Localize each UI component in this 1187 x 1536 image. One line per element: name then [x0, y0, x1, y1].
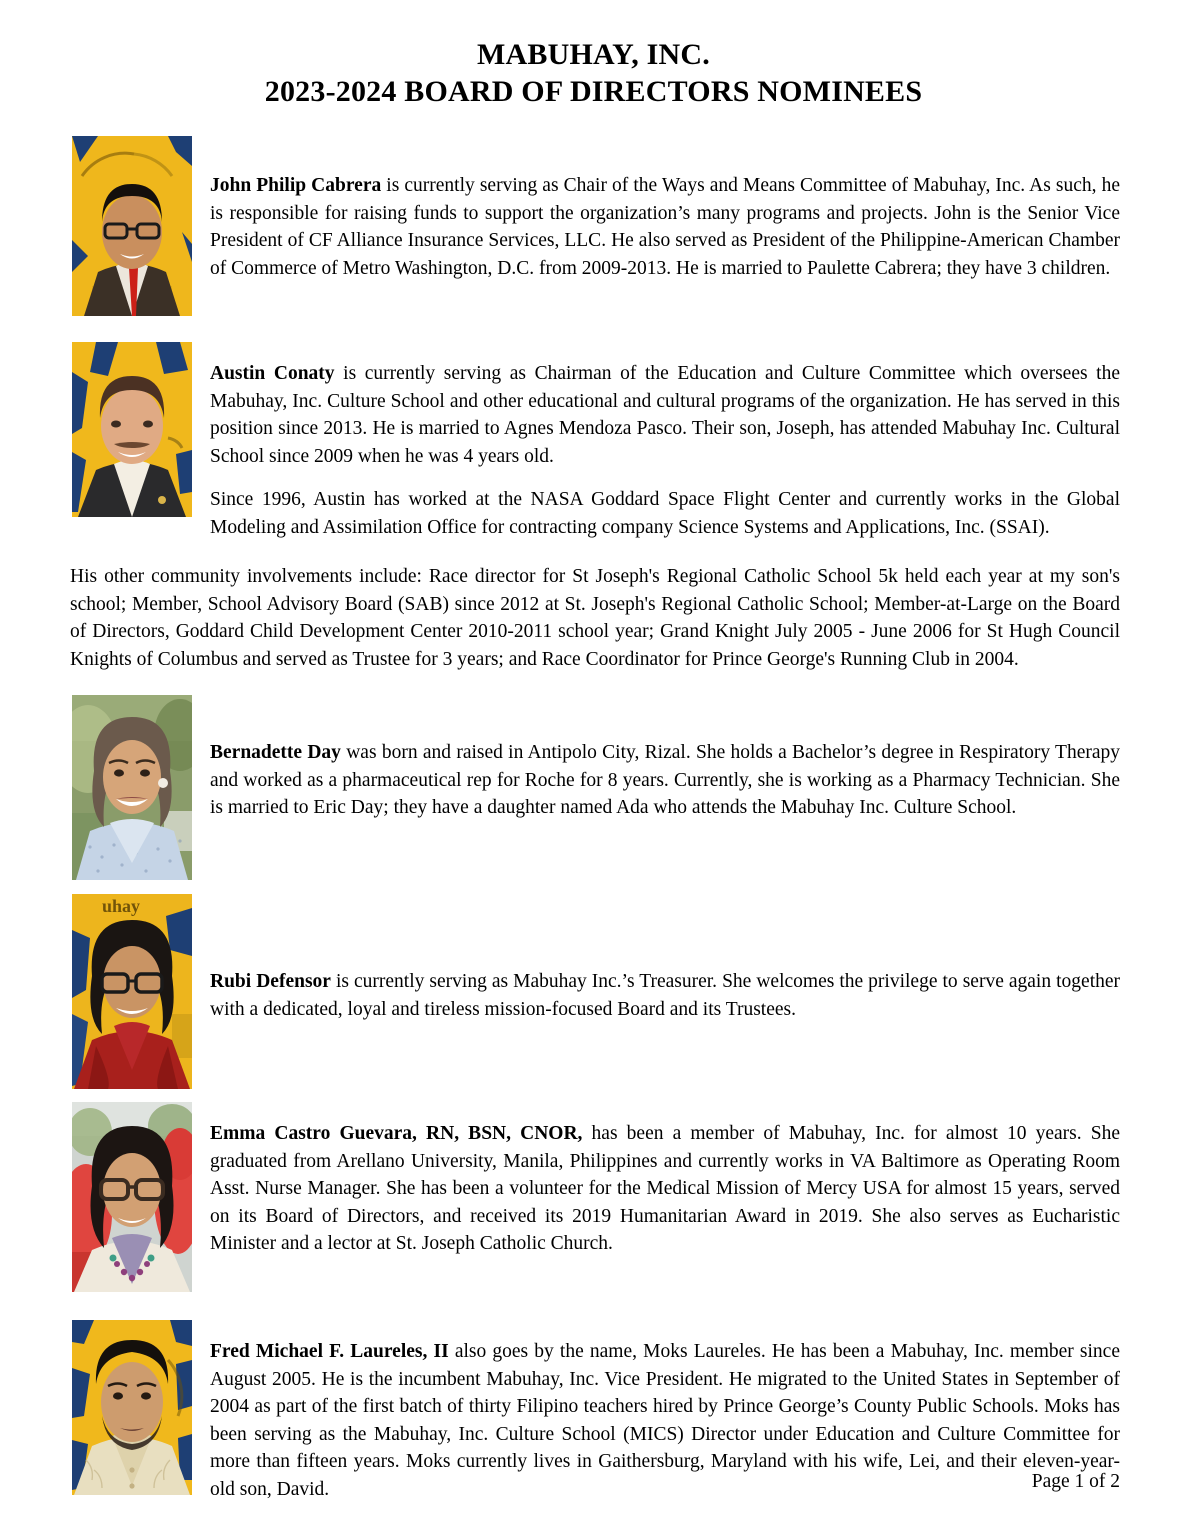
nominee-entry-fred-michael-laureles: [70, 1320, 1120, 1503]
svg-text:uhay: uhay: [102, 896, 141, 916]
page-footer: Page 1 of 2: [1031, 1471, 1120, 1492]
bio-paragraph: [210, 1120, 1120, 1258]
bio-text-bernadette-day: [210, 695, 1120, 822]
portrait-rubi-defensor: [72, 894, 192, 1089]
austin-community-involvement: [70, 563, 1120, 673]
bio-paragraph: [210, 739, 1120, 822]
section-spacer: [70, 1298, 1120, 1320]
portrait-fred-michael-laureles: [72, 1320, 192, 1495]
nominee-entry-austin-conaty: [70, 342, 1120, 541]
title-line-1: MABUHAY, INC.: [477, 38, 710, 71]
portrait-austin-conaty: [72, 342, 192, 517]
nominee-entry-rubi-defensor: [70, 894, 1120, 1094]
bio-text-austin-conaty: [210, 342, 1120, 541]
nominee-name: Rubi Defensor: [210, 971, 331, 992]
section-spacer: [70, 885, 1120, 894]
section-spacer: [70, 541, 1120, 563]
title-line-2: 2023-2024 BOARD OF DIRECTORS NOMINEES: [264, 75, 923, 108]
portrait-emma-castro-guevara: [72, 1102, 192, 1292]
bio-text-john-philip-cabrera: [210, 126, 1120, 282]
nominee-entry-bernadette-day: [70, 695, 1120, 885]
page-title: [0, 0, 1187, 110]
bio-paragraph-secondary: Since 1996, Austin has worked at the NASA Goddard Space Flight Center and currently works in the Global Modeling and Assimilation Office for contracting company Science Systems and Applications, Inc. (SSAI).: [210, 489, 1120, 538]
bio-paragraph: [210, 968, 1120, 1023]
nominee-name: Austin Conaty: [210, 363, 335, 384]
nominee-bio-body: also goes by the name, Moks Laureles. He has been a Mabuhay, Inc. member since August 2005. He is the incumbent Mabuhay, Inc. Vice President. He migrated to the United States in September of 2004 as part of the first batch of thirty Filipino teachers hired by Prince George’s County Public Schools. Moks has been serving as the Mabuhay, Inc. Culture School (MICS) Director under Education and Culture Committee for more than fifteen years. Moks currently lives in Gaithersburg, Maryland with his wife, Lei, and their eleven-year-old son, David.: [210, 1341, 1120, 1500]
bio-text-rubi-defensor: [210, 894, 1120, 1023]
nominee-bio-body: was born and raised in Antipolo City, Rizal. She holds a Bachelor’s degree in Respiratory Therapy and worked as a pharmaceutical rep for Roche for 8 years. Currently, she is working as a Pharmacy Technician. She is married to Eric Day; they have a daughter named Ada who attends the Mabuhay Inc. Culture School.: [210, 742, 1121, 818]
nominee-name: Bernadette Day: [210, 742, 341, 763]
portrait-john-philip-cabrera: [72, 136, 192, 316]
nominee-name: John Philip Cabrera: [210, 175, 382, 196]
paragraph: His other community involvements include: Race director for St Joseph's Regional Catholic School 5k held each year at my son's school; Member, School Advisory Board (SAB) since 2012 at St. Joseph's Regional Catholic School; Member-at-Large on the Board of Directors, Goddard Child Development Center 2010-2011 school year; Grand Knight July 2005 - June 2006 for St Hugh Council Knights of Columbus and served as Trustee for 3 years; and Race Coordinator for Prince George's Running Club in 2004.: [70, 566, 1120, 670]
bio-paragraph: [210, 1338, 1120, 1503]
portrait-bernadette-day: [72, 695, 192, 880]
bio-paragraph: [210, 360, 1120, 470]
nominee-bio-body: has been a member of Mabuhay, Inc. for almost 10 years. She graduated from Arellano University, Manila, Philippines and currently works in VA Baltimore as Operating Room Asst. Nurse Manager. She has been a volunteer for the Medical Mission of Mercy USA for almost 15 years, served on its Board of Directors, and received its 2019 Humanitarian Award in 2019. She also serves as Eucharistic Minister and a lector at St. Joseph Catholic Church.: [210, 1123, 1121, 1254]
section-spacer: [70, 1094, 1120, 1102]
bio-text-fred-michael-laureles: [210, 1320, 1120, 1503]
nominee-bio-body: is currently serving as Chairman of the Education and Culture Committee which oversees the Mabuhay, Inc. Culture School and other educational and cultural programs of the organization. He has served in this position since 2013. He is married to Agnes Mendoza Pasco. Their son, Joseph, has attended Mabuhay Inc. Cultural School since 2009 when he was 4 years old.: [210, 363, 1120, 467]
nominee-entry-emma-castro-guevara: [70, 1102, 1120, 1298]
nominee-bio-body: is currently serving as Mabuhay Inc.’s Treasurer. She welcomes the privilege to serve again together with a dedicated, loyal and tireless mission-focused Board and its Trustees.: [210, 971, 1121, 1020]
section-spacer: [70, 673, 1120, 695]
bio-paragraph: [210, 172, 1120, 282]
nominee-list: [70, 126, 1120, 1503]
nominee-name: Emma Castro Guevara, RN, BSN, CNOR,: [210, 1123, 583, 1144]
nominee-name: Fred Michael F. Laureles, II: [210, 1341, 449, 1362]
nominee-entry-john-philip-cabrera: [70, 126, 1120, 322]
section-spacer: [70, 322, 1120, 342]
nominee-bio-body: is currently serving as Chair of the Ways and Means Committee of Mabuhay, Inc. As such, he is responsible for raising funds to support the organization’s many programs and projects. John is the Senior Vice President of CF Alliance Insurance Services, LLC. He also served as President of the Philippine-American Chamber of Commerce of Metro Washington, D.C. from 2009-2013. He is married to Paulette Cabrera; they have 3 children.: [210, 175, 1120, 279]
bio-text-emma-castro-guevara: [210, 1102, 1120, 1258]
